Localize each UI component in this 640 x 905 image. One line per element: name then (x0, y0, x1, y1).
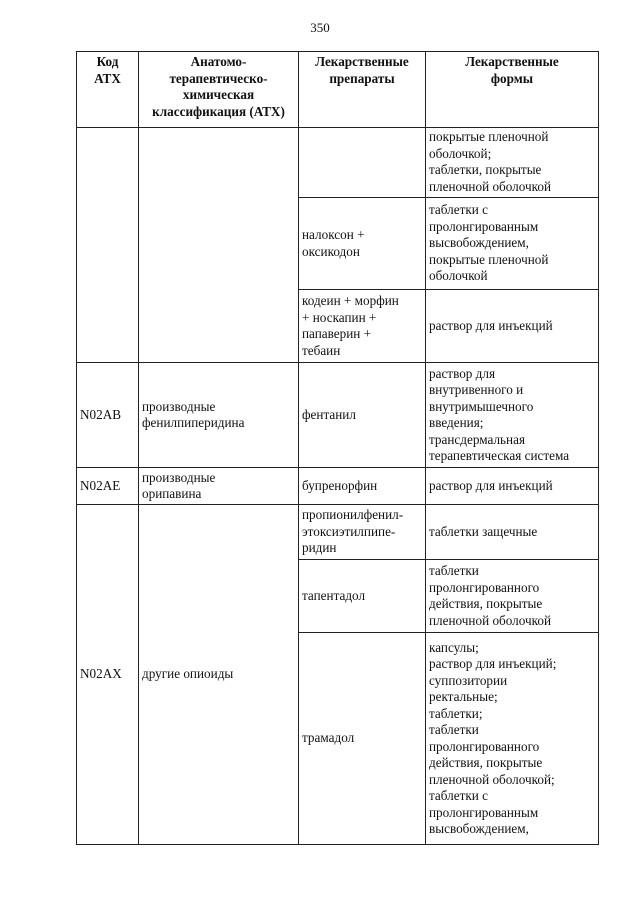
atx-code-cell (77, 128, 139, 363)
drug-cell: тапентадол (299, 560, 426, 633)
table-row (77, 128, 599, 198)
header-atx-classification: Анатомо- терапевтическо- химическая классификация (АТХ) (139, 52, 299, 128)
header-atx-code: Код АТХ (77, 52, 139, 128)
table-row (77, 363, 599, 468)
atx-classification-cell: другие опиоиды (139, 505, 299, 845)
header-dosage-forms: Лекарственные формы (426, 52, 599, 128)
atx-classification-cell: производные орипавина (139, 468, 299, 505)
drug-cell: бупренорфин (299, 468, 426, 505)
drug-cell: кодеин + морфин + носкапин + папаверин + тебаин (299, 290, 426, 363)
atx-code-cell: N02AX (77, 505, 139, 845)
dosage-form-cell: покрытые пленочной оболочкой; таблетки, покрытые пленочной оболочкой (426, 128, 599, 198)
dosage-form-cell: раствор для внутривенного и внутримышечного введения; трансдермальная терапевтическая система (426, 363, 599, 468)
page-number: 350 (310, 20, 330, 35)
header-drugs: Лекарственные препараты (299, 52, 426, 128)
table-row (77, 468, 599, 505)
atx-classification-cell (139, 128, 299, 363)
table-header-row (77, 52, 599, 128)
atx-code-cell: N02AE (77, 468, 139, 505)
dosage-form-cell: капсулы; раствор для инъекций; суппозитории ректальные; таблетки; таблетки пролонгированного действия, покрытые пленочной оболочкой; таблетки с пролонгированным высвобождением, (426, 633, 599, 845)
atx-classification-cell: производные фенилпиперидина (139, 363, 299, 468)
drug-cell: пропионилфенил- этоксиэтилпипе- ридин (299, 505, 426, 560)
drug-cell (299, 128, 426, 198)
dosage-form-cell: таблетки пролонгированного действия, покрытые пленочной оболочкой (426, 560, 599, 633)
dosage-form-cell: таблетки защечные (426, 505, 599, 560)
dosage-form-cell: таблетки с пролонгированным высвобождением, покрытые пленочной оболочкой (426, 198, 599, 290)
drug-cell: налоксон + оксикодон (299, 198, 426, 290)
atx-classification-table (76, 51, 599, 845)
table-row (77, 505, 599, 560)
dosage-form-cell: раствор для инъекций (426, 290, 599, 363)
atx-code-cell: N02AB (77, 363, 139, 468)
drug-cell: трамадол (299, 633, 426, 845)
dosage-form-cell: раствор для инъекций (426, 468, 599, 505)
drug-cell: фентанил (299, 363, 426, 468)
